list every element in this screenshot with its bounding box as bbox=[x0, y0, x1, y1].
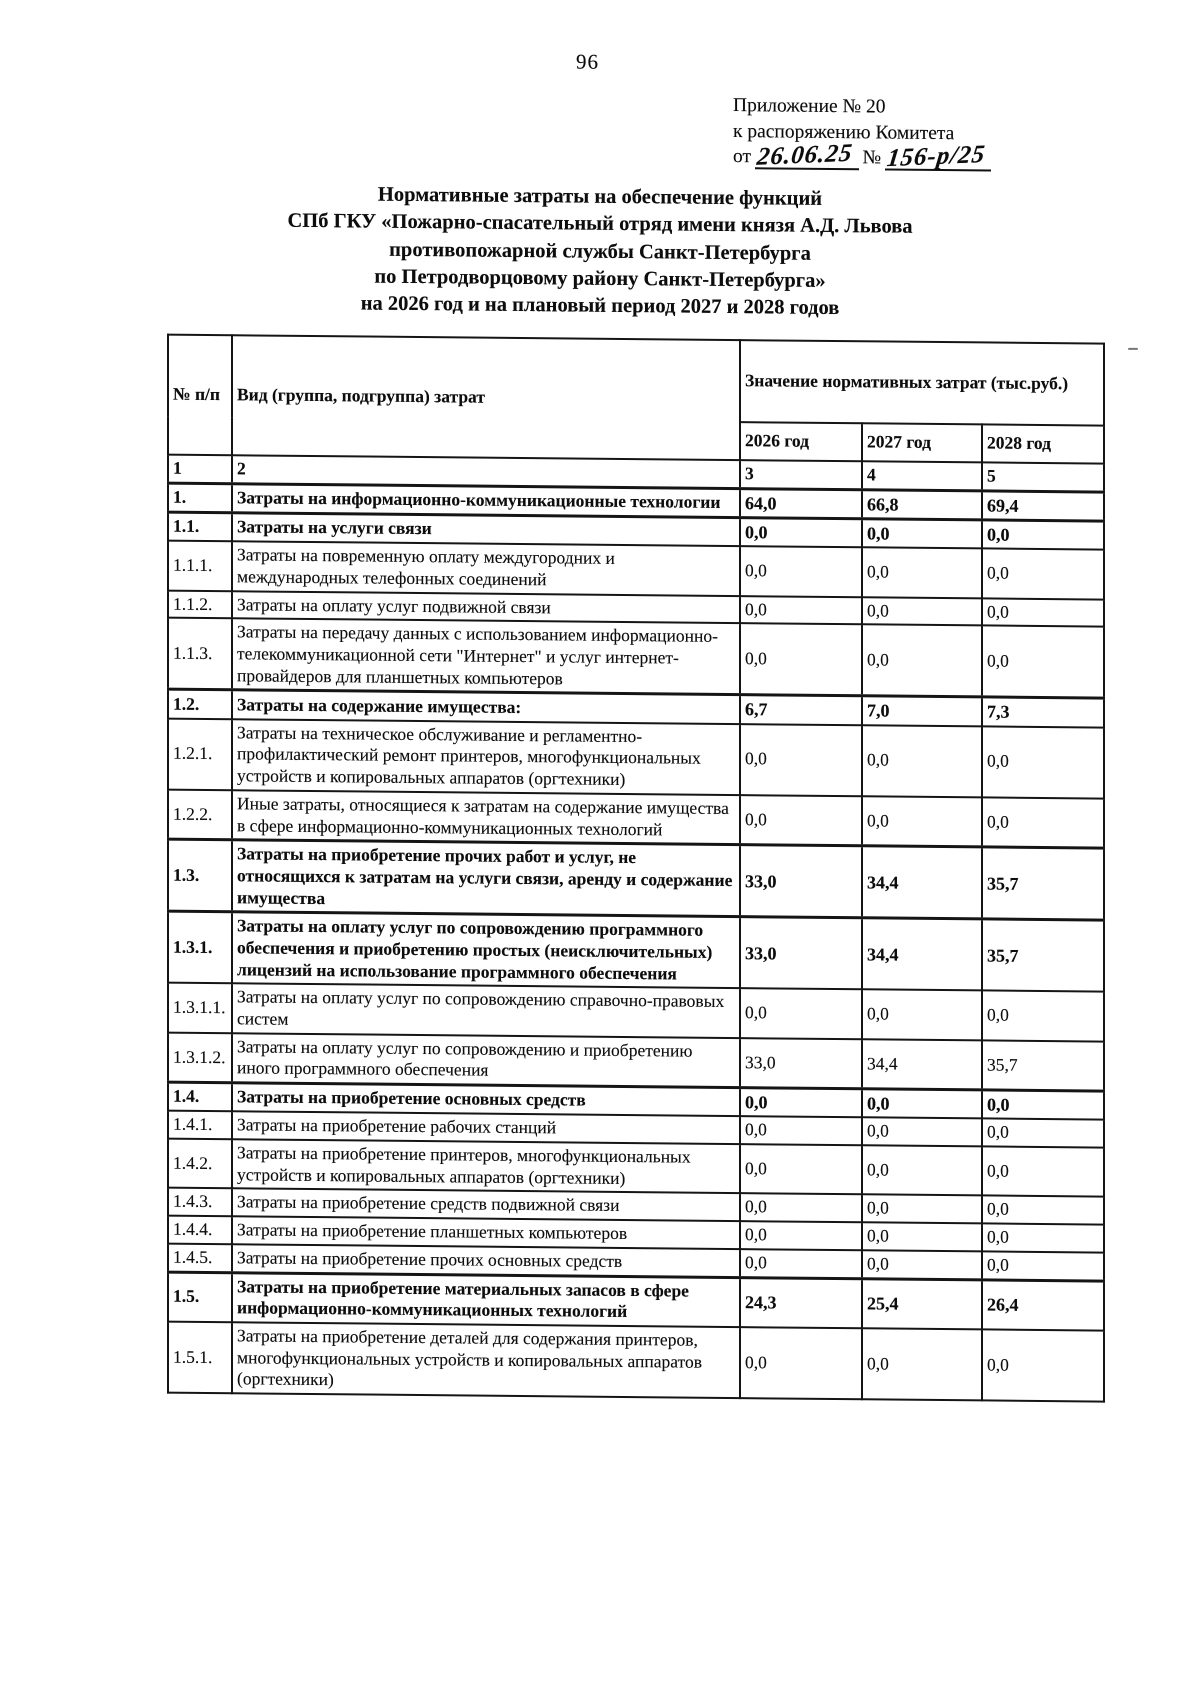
row-value-2028: 0,0 bbox=[982, 726, 1104, 798]
row-value-2028: 0,0 bbox=[982, 1329, 1104, 1401]
row-number: 1.3.1.2. bbox=[168, 1032, 232, 1082]
no-label: № bbox=[862, 147, 882, 169]
row-number: 1.4. bbox=[168, 1082, 232, 1111]
row-value-2028: 35,7 bbox=[982, 1040, 1104, 1091]
row-label: Затраты на передачу данных с использованием информационно-телекоммуникационной сети "Интернет" и услуг интернет-провайдеров для планшетных компьютеров bbox=[232, 619, 740, 695]
row-number: 1.3. bbox=[168, 839, 232, 912]
header-cell-type: Вид (группа, подгруппа) затрат bbox=[232, 335, 740, 460]
row-value-2028: 0,0 bbox=[982, 1090, 1104, 1120]
table-row bbox=[168, 911, 1104, 992]
row-number: 1.1.1. bbox=[168, 541, 232, 591]
row-value-2027: 34,4 bbox=[862, 1039, 982, 1090]
row-label: Затраты на оплату услуг по сопровождению программного обеспечения и приобретению простых (неисключительных) лицензий на использование программного обеспечения bbox=[232, 912, 740, 988]
row-value-2028: 26,4 bbox=[982, 1279, 1104, 1330]
row-label: Затраты на приобретение принтеров, многофункциональных устройств и копировальных аппаратов (оргтехники) bbox=[232, 1139, 740, 1193]
row-number: 1.1. bbox=[168, 512, 232, 541]
row-label: Затраты на техническое обслуживание и регламентно-профилактический ремонт принтеров, многофункциональных устройств и копировальных аппаратов (оргтехники) bbox=[232, 719, 740, 795]
table-row bbox=[168, 1032, 1104, 1091]
row-label: Затраты на повременную оплату междугородних и международных телефонных соединений bbox=[232, 542, 740, 596]
row-value-2028: 0,0 bbox=[982, 626, 1104, 699]
table-row bbox=[168, 1321, 1104, 1401]
order-date-number bbox=[733, 140, 1113, 174]
row-label: Затраты на приобретение рабочих станций bbox=[232, 1112, 740, 1145]
row-value-2028: 0,0 bbox=[982, 1119, 1104, 1148]
index-cell-2: 2 bbox=[232, 455, 740, 488]
table-row bbox=[168, 983, 1104, 1041]
row-value-2026: 0,0 bbox=[740, 1327, 862, 1399]
table-row bbox=[168, 789, 1104, 848]
table-row bbox=[168, 541, 1104, 599]
row-value-2027: 7,0 bbox=[862, 696, 982, 726]
row-number: 1.5. bbox=[168, 1272, 232, 1322]
row-value-2026: 0,0 bbox=[740, 518, 862, 548]
row-value-2026: 0,0 bbox=[740, 623, 862, 696]
row-number: 1.4.1. bbox=[168, 1111, 232, 1139]
table-row bbox=[168, 1139, 1104, 1197]
handwritten-date-underline bbox=[755, 140, 859, 172]
header-cell-year-2027: 2027 год bbox=[862, 423, 982, 462]
table-row bbox=[168, 618, 1104, 699]
table-header bbox=[168, 335, 1104, 492]
row-value-2027: 0,0 bbox=[862, 1250, 982, 1279]
row-number: 1.4.4. bbox=[168, 1216, 232, 1244]
row-number: 1.4.3. bbox=[168, 1188, 232, 1216]
row-number: 1.4.2. bbox=[168, 1139, 232, 1189]
row-value-2026: 0,0 bbox=[740, 724, 862, 796]
row-value-2028: 0,0 bbox=[982, 520, 1104, 550]
row-value-2026: 64,0 bbox=[740, 488, 862, 518]
row-label: Затраты на приобретение прочих основных средств bbox=[232, 1244, 740, 1277]
title-line-5: на 2026 год и на плановый период 2027 и 2028 годов bbox=[360, 292, 840, 320]
row-value-2028: 35,7 bbox=[982, 847, 1104, 920]
title-line-1: Нормативные затраты на обеспечение функций bbox=[377, 183, 823, 210]
row-value-2026: 33,0 bbox=[740, 917, 862, 990]
row-value-2028: 0,0 bbox=[982, 797, 1104, 848]
row-value-2026: 0,0 bbox=[740, 1116, 862, 1145]
index-cell-1: 1 bbox=[168, 455, 232, 484]
row-label: Затраты на приобретение основных средств bbox=[232, 1083, 740, 1117]
row-label: Затраты на содержание имущества: bbox=[232, 690, 740, 724]
row-value-2028: 69,4 bbox=[982, 491, 1104, 521]
row-number: 1.2.1. bbox=[168, 718, 232, 790]
header-cell-values: Значение нормативных затрат (тыс.руб.) bbox=[740, 340, 1104, 425]
row-value-2026: 6,7 bbox=[740, 695, 862, 725]
document-title bbox=[120, 179, 1080, 324]
scan-artifact bbox=[1128, 348, 1138, 350]
title-line-2: СПб ГКУ «Пожарно-спасательный отряд имени князя А.Д. Львова bbox=[287, 210, 913, 239]
table-row bbox=[168, 1272, 1104, 1331]
handwritten-number-underline bbox=[885, 141, 991, 173]
row-label: Затраты на оплату услуг подвижной связи bbox=[232, 591, 740, 624]
row-value-2026: 0,0 bbox=[740, 1249, 862, 1278]
row-value-2027: 25,4 bbox=[862, 1278, 982, 1329]
header-cell-number: № п/п bbox=[168, 335, 232, 456]
table-body bbox=[168, 483, 1104, 1402]
row-value-2028: 0,0 bbox=[982, 549, 1104, 600]
from-label: от bbox=[733, 146, 752, 168]
row-value-2026: 0,0 bbox=[740, 1088, 862, 1118]
header-cell-year-2026: 2026 год bbox=[740, 422, 862, 461]
row-label: Затраты на приобретение средств подвижной связи bbox=[232, 1189, 740, 1222]
row-value-2028: 0,0 bbox=[982, 1196, 1104, 1225]
row-value-2026: 0,0 bbox=[740, 596, 862, 625]
header-row-main bbox=[168, 335, 1104, 426]
handwritten-date: 26.06.25 bbox=[755, 140, 855, 172]
row-number: 1. bbox=[168, 483, 232, 513]
row-value-2027: 0,0 bbox=[862, 1145, 982, 1196]
index-cell-4: 4 bbox=[862, 461, 982, 490]
row-value-2028: 0,0 bbox=[982, 1224, 1104, 1253]
title-line-4: по Петродворцовому району Санкт-Петербурга» bbox=[374, 265, 826, 292]
norm-costs-table bbox=[167, 334, 1105, 1403]
index-cell-3: 3 bbox=[740, 460, 862, 489]
row-label: Затраты на приобретение деталей для содержания принтеров, многофункциональных устройств и копировальных аппаратов (оргтехники) bbox=[232, 1322, 740, 1398]
row-label: Иные затраты, относящиеся к затратам на содержание имущества в сфере информационно-коммуникационных технологий bbox=[232, 790, 740, 845]
row-label: Затраты на услуги связи bbox=[232, 513, 740, 547]
row-value-2028: 0,0 bbox=[982, 991, 1104, 1042]
row-value-2026: 0,0 bbox=[740, 1221, 862, 1250]
row-label: Затраты на приобретение планшетных компьютеров bbox=[232, 1216, 740, 1249]
row-value-2026: 33,0 bbox=[740, 845, 862, 918]
table-row bbox=[168, 839, 1104, 920]
row-value-2027: 0,0 bbox=[862, 597, 982, 626]
row-label: Затраты на приобретение материальных запасов в сфере информационно-коммуникационных технологий bbox=[232, 1272, 740, 1327]
row-label: Затраты на оплату услуг по сопровождению и приобретению иного программного обеспечения bbox=[232, 1033, 740, 1088]
row-number: 1.2. bbox=[168, 690, 232, 719]
row-value-2028: 0,0 bbox=[982, 1146, 1104, 1197]
order-reference: к распоряжению Комитета bbox=[733, 120, 955, 144]
row-value-2027: 34,4 bbox=[862, 846, 982, 919]
row-value-2027: 0,0 bbox=[862, 519, 982, 549]
index-cell-5: 5 bbox=[982, 462, 1104, 491]
row-value-2027: 0,0 bbox=[862, 1195, 982, 1224]
row-value-2028: 7,3 bbox=[982, 697, 1104, 727]
appendix-label: Приложение № 20 bbox=[733, 95, 886, 118]
row-value-2028: 0,0 bbox=[982, 1251, 1104, 1280]
row-label: Затраты на информационно-коммуникационные технологии bbox=[232, 483, 740, 517]
row-value-2027: 34,4 bbox=[862, 918, 982, 991]
row-number: 1.2.2. bbox=[168, 789, 232, 839]
row-value-2027: 0,0 bbox=[862, 796, 982, 847]
row-label: Затраты на приобретение прочих работ и услуг, не относящихся к затратам на услуги связи, аренду и содержание имущества bbox=[232, 840, 740, 917]
row-number: 1.3.1. bbox=[168, 911, 232, 983]
row-value-2027: 0,0 bbox=[862, 1089, 982, 1119]
row-value-2027: 0,0 bbox=[862, 1118, 982, 1147]
appendix-stamp bbox=[733, 93, 1113, 174]
row-value-2027: 0,0 bbox=[862, 625, 982, 698]
page-number: 96 bbox=[576, 49, 599, 74]
row-number: 1.4.5. bbox=[168, 1243, 232, 1272]
row-value-2026: 33,0 bbox=[740, 1038, 862, 1089]
row-value-2026: 24,3 bbox=[740, 1277, 862, 1328]
row-number: 1.5.1. bbox=[168, 1321, 232, 1393]
row-value-2026: 0,0 bbox=[740, 1144, 862, 1195]
row-value-2027: 0,0 bbox=[862, 725, 982, 797]
row-number: 1.1.2. bbox=[168, 590, 232, 618]
row-number: 1.1.3. bbox=[168, 618, 232, 690]
row-value-2027: 0,0 bbox=[862, 1328, 982, 1400]
header-cell-year-2028: 2028 год bbox=[982, 424, 1104, 463]
row-value-2026: 0,0 bbox=[740, 1194, 862, 1223]
handwritten-number: 156-р/25 bbox=[885, 141, 988, 173]
row-value-2028: 0,0 bbox=[982, 598, 1104, 627]
row-value-2026: 0,0 bbox=[740, 546, 862, 597]
row-value-2026: 0,0 bbox=[740, 795, 862, 846]
table-row bbox=[168, 718, 1104, 798]
row-value-2027: 0,0 bbox=[862, 990, 982, 1041]
row-number: 1.3.1.1. bbox=[168, 983, 232, 1033]
row-value-2027: 0,0 bbox=[862, 1222, 982, 1251]
row-value-2027: 0,0 bbox=[862, 548, 982, 599]
row-value-2027: 66,8 bbox=[862, 489, 982, 519]
row-value-2026: 0,0 bbox=[740, 988, 862, 1039]
row-value-2028: 35,7 bbox=[982, 919, 1104, 992]
title-line-3: противопожарной службы Санкт-Петербурга bbox=[389, 238, 811, 265]
row-label: Затраты на оплату услуг по сопровождению справочно-правовых систем bbox=[232, 984, 740, 1038]
